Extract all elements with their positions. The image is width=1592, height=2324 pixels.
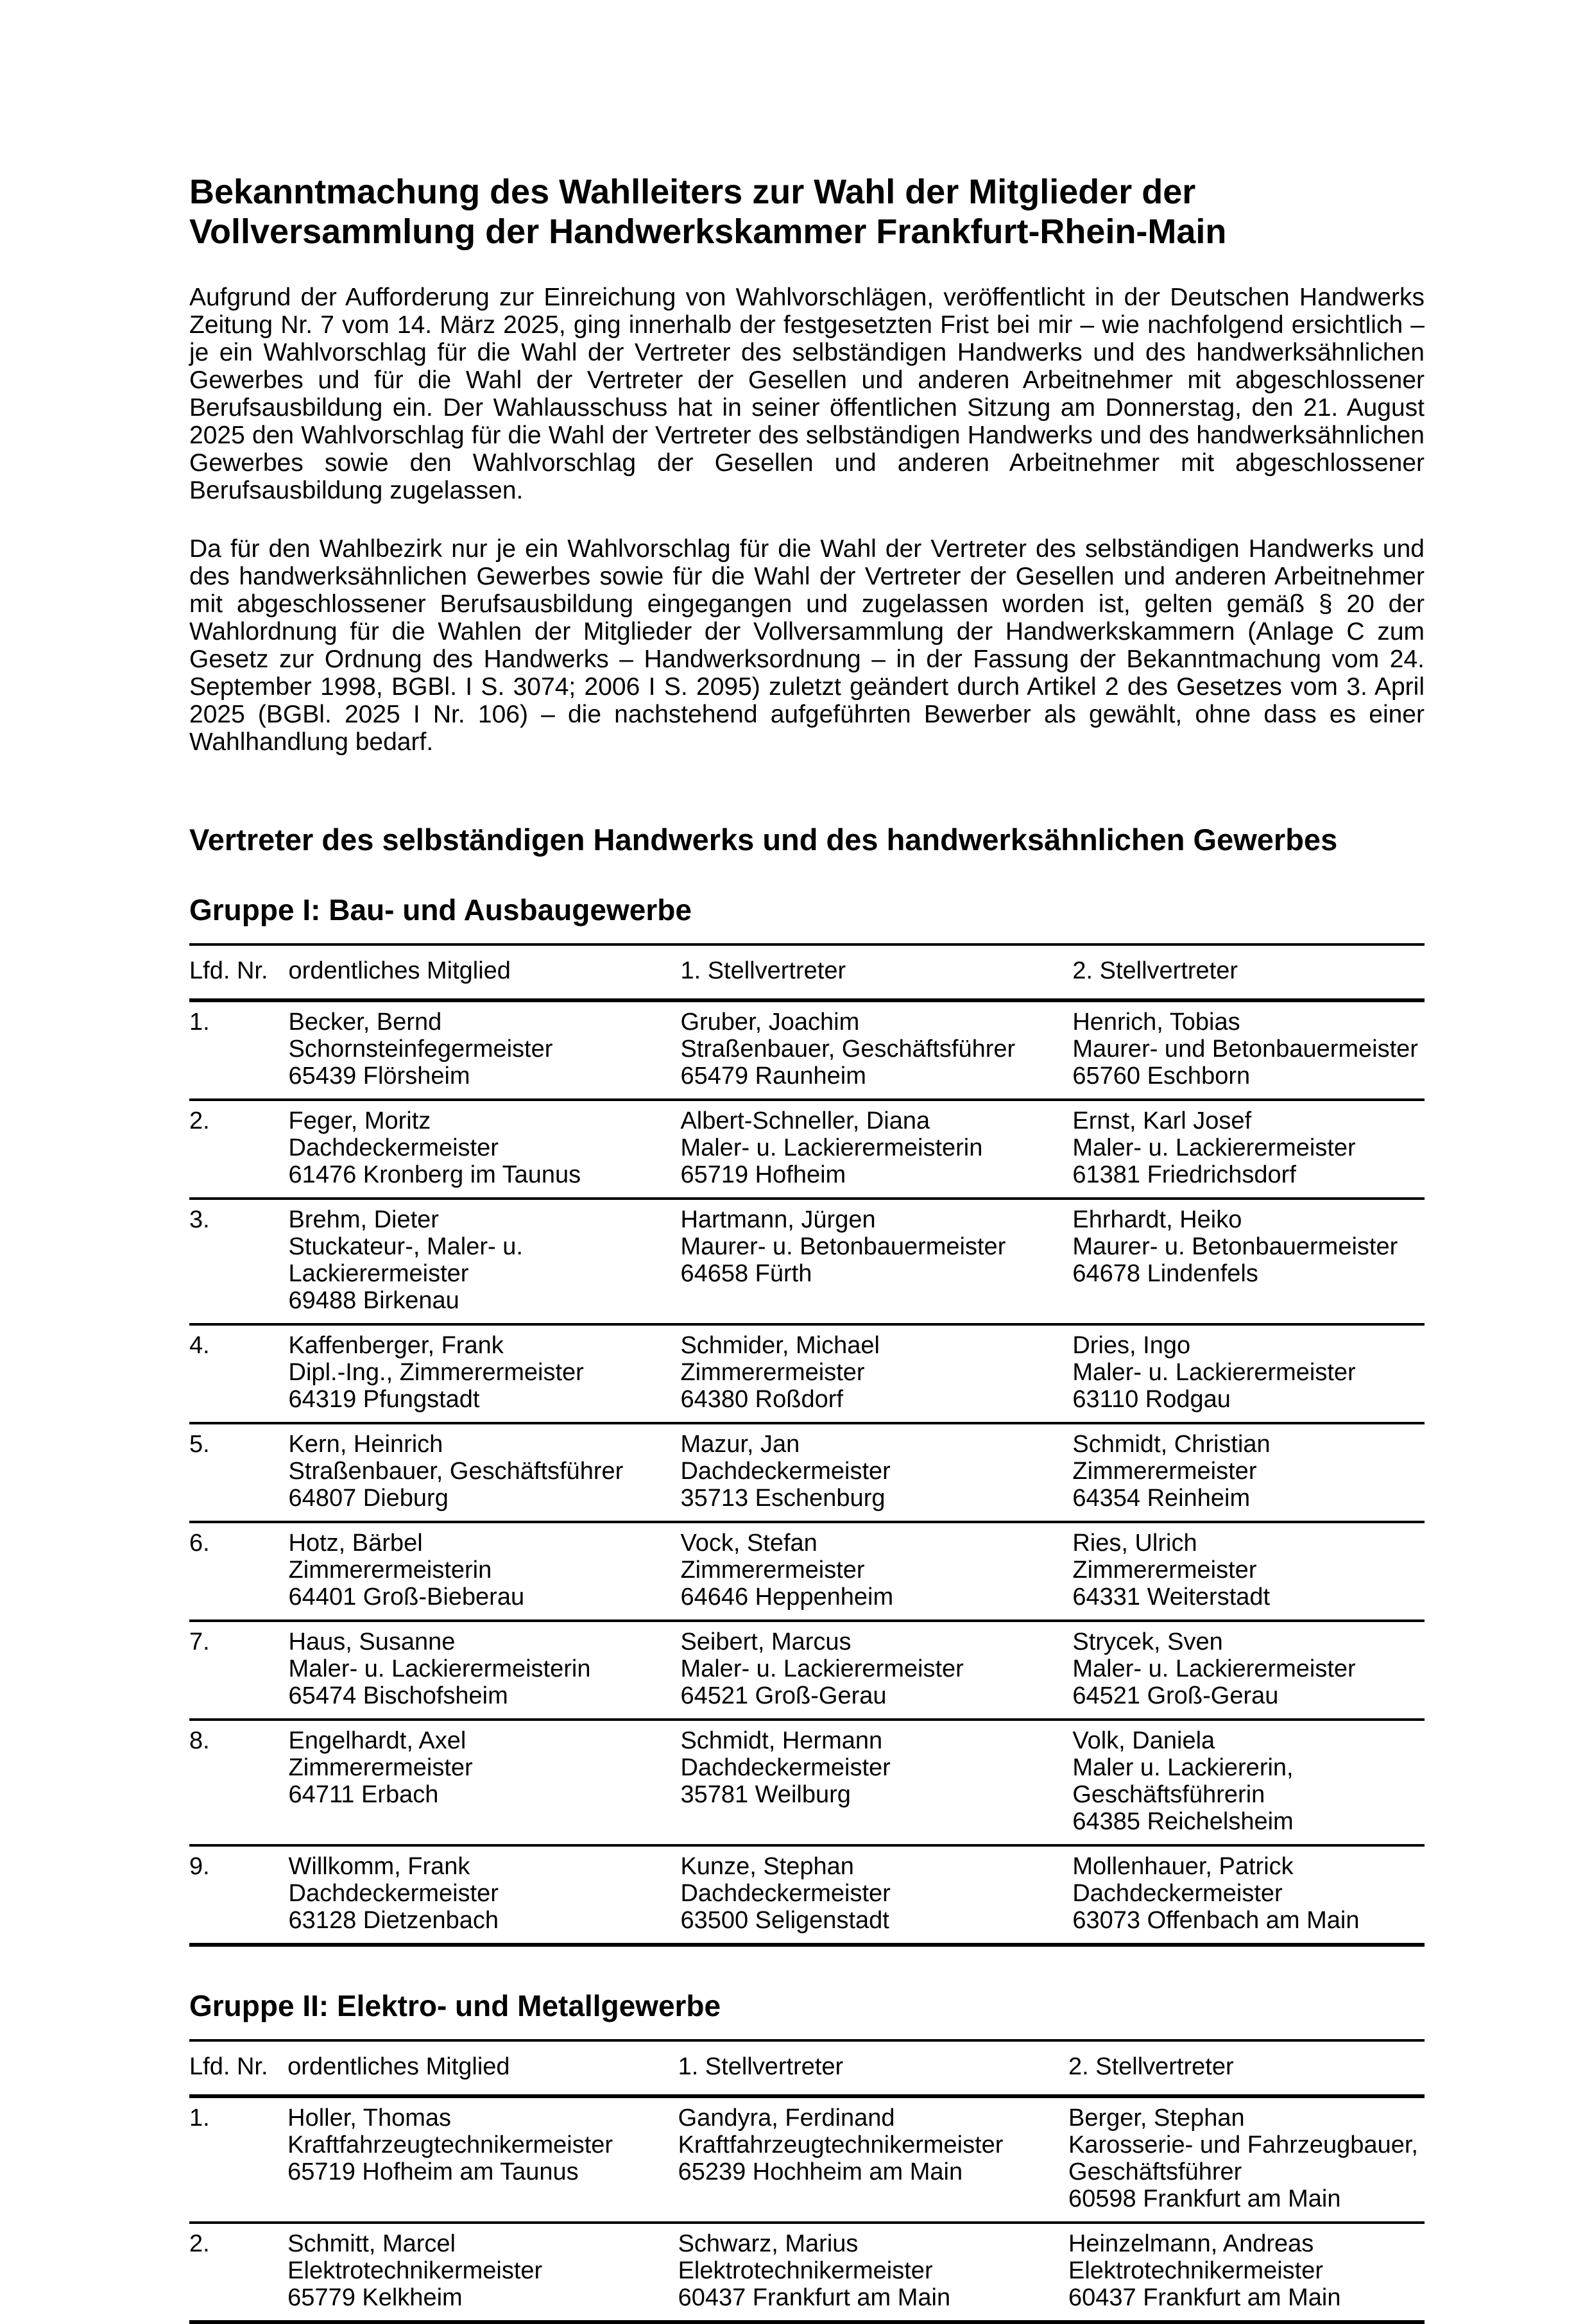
cell-line: Maler- u. Lackierermeister — [1072, 1655, 1356, 1682]
deputy2-cell — [1072, 1522, 1425, 1621]
deputy1-cell — [680, 1100, 1072, 1199]
table-header-row — [189, 944, 1425, 1000]
section-heading-representatives: Vertreter des selbständigen Handwerks und des handwerksähnlichen Gewerbes — [189, 823, 1338, 857]
deputy1-cell — [678, 2096, 1068, 2223]
cell-line: 35781 Weilburg — [680, 1781, 851, 1808]
table-row — [189, 1000, 1425, 1100]
cell-line: Dries, Ingo — [1072, 1332, 1191, 1359]
cell-line: 64711 Erbach — [288, 1781, 439, 1808]
cell-line: Mazur, Jan — [680, 1431, 800, 1458]
table-row — [189, 1522, 1425, 1621]
cell-line: Hotz, Bärbel — [288, 1530, 423, 1557]
deputy2-cell — [1068, 2223, 1425, 2322]
cell-line: 64354 Reinheim — [1072, 1485, 1251, 1512]
deputy2-cell — [1072, 1845, 1425, 1945]
cell-line: 65760 Eschborn — [1072, 1063, 1251, 1089]
member-cell — [289, 1324, 681, 1423]
document-title: Bekanntmachung des Wahlleiters zur Wahl der Mitglieder der Vollversammlung der Handwerkskammer Frankfurt-Rhein-Main — [189, 173, 1227, 251]
cell-line: Ehrhardt, Heiko — [1072, 1206, 1242, 1233]
cell-line: 64401 Groß-Bieberau — [288, 1584, 525, 1611]
cell-line: Becker, Bernd — [288, 1009, 442, 1036]
cell-line: Dachdeckermeister — [680, 1880, 891, 1907]
cell-line: Dachdeckermeister — [680, 1754, 891, 1781]
cell-line: Mollenhauer, Patrick — [1072, 1853, 1294, 1880]
cell-line: Kraftfahrzeugtechnikermeister — [287, 2132, 613, 2158]
cell-line: Schmidt, Christian — [1072, 1431, 1271, 1458]
lfd-nr-cell: 2. — [189, 1100, 289, 1199]
cell-line: Dachdeckermeister — [288, 1134, 499, 1161]
cell-line: 35713 Eschenburg — [680, 1485, 886, 1512]
cell-line: Schmider, Michael — [680, 1332, 880, 1359]
deputy1-cell — [680, 1423, 1072, 1522]
deputy2-cell — [1072, 1100, 1425, 1199]
cell-line: Seibert, Marcus — [680, 1628, 852, 1655]
cell-line: Willkomm, Frank — [288, 1853, 470, 1880]
cell-line: 63110 Rodgau — [1072, 1386, 1231, 1413]
cell-line: Gruber, Joachim — [680, 1009, 860, 1036]
lfd-nr-cell: 2. — [189, 2223, 287, 2322]
cell-line: Maurer- u. Betonbauermeister — [1072, 1233, 1398, 1260]
member-cell — [289, 1100, 681, 1199]
deputy1-cell — [678, 2223, 1068, 2322]
deputy1-cell — [680, 1199, 1072, 1324]
deputy2-cell — [1072, 1621, 1425, 1720]
cell-line: Dipl.-Ing., Zimmerermeister — [288, 1359, 584, 1386]
cell-line: Maler- u. Lackierermeister — [1072, 1134, 1356, 1161]
table-row — [189, 1324, 1425, 1423]
cell-line: Maler- u. Lackierermeister — [680, 1655, 964, 1682]
cell-line: Maurer- und Betonbauermeister — [1072, 1036, 1418, 1063]
cell-line: Kraftfahrzeugtechnikermeister — [678, 2132, 1004, 2158]
cell-line: 65439 Flörsheim — [288, 1063, 470, 1089]
lfd-nr-cell: 5. — [189, 1423, 289, 1522]
lfd-nr-cell: 7. — [189, 1621, 289, 1720]
member-cell — [287, 2223, 678, 2322]
table-row — [189, 1720, 1425, 1845]
table-row — [189, 1845, 1425, 1945]
cell-line: Maler- u. Lackierermeisterin — [680, 1134, 983, 1161]
deputy2-cell — [1072, 1423, 1425, 1522]
member-cell — [289, 1621, 681, 1720]
table-header-cell: Lfd. Nr. — [189, 944, 289, 1000]
deputy2-cell — [1072, 1000, 1425, 1100]
group-2-heading: Gruppe II: Elektro- und Metallgewerbe — [189, 1989, 721, 2022]
deputy2-cell — [1072, 1720, 1425, 1845]
table-row — [189, 1621, 1425, 1720]
cell-line: Elektrotechnikermeister — [1068, 2257, 1324, 2284]
cell-line: Heinzelmann, Andreas — [1068, 2230, 1314, 2257]
cell-line: Feger, Moritz — [288, 1107, 431, 1134]
cell-line: 61381 Friedrichsdorf — [1072, 1161, 1296, 1188]
lfd-nr-cell: 6. — [189, 1522, 289, 1621]
deputy2-cell — [1072, 1199, 1425, 1324]
cell-line: 64319 Pfungstadt — [288, 1386, 480, 1413]
cell-line: 64658 Fürth — [680, 1260, 812, 1287]
cell-line: Zimmerermeister — [680, 1359, 865, 1386]
cell-line: 61476 Kronberg im Taunus — [288, 1161, 581, 1188]
table-row — [189, 2096, 1425, 2223]
table-header-cell: ordentliches Mitglied — [287, 2040, 678, 2096]
deputy2-cell — [1068, 2096, 1425, 2223]
member-cell — [289, 1199, 681, 1324]
cell-line: Stuckateur-, Maler- u. — [288, 1233, 523, 1260]
cell-line: Schmitt, Marcel — [287, 2230, 456, 2257]
cell-line: 60437 Frankfurt am Main — [1068, 2284, 1341, 2311]
table-row — [189, 1423, 1425, 1522]
table-header-cell: Lfd. Nr. — [189, 2040, 287, 2096]
member-cell — [289, 1522, 681, 1621]
cell-line: Karosserie- und Fahrzeugbauer, — [1068, 2132, 1418, 2158]
lfd-nr-cell: 8. — [189, 1720, 289, 1845]
cell-line: 65779 Kelkheim — [287, 2284, 463, 2311]
cell-line: 64380 Roßdorf — [680, 1386, 843, 1413]
deputy1-cell — [680, 1324, 1072, 1423]
cell-line: Geschäftsführer — [1068, 2158, 1242, 2185]
cell-line: Gandyra, Ferdinand — [678, 2105, 895, 2132]
table-row — [189, 1100, 1425, 1199]
cell-line: 64385 Reichelsheim — [1072, 1808, 1294, 1835]
cell-line: Kern, Heinrich — [288, 1431, 443, 1458]
cell-line: Schornsteinfegermeister — [288, 1036, 553, 1063]
cell-line: Albert-Schneller, Diana — [680, 1107, 930, 1134]
cell-line: 60598 Frankfurt am Main — [1068, 2185, 1341, 2212]
lfd-nr-cell: 1. — [189, 1000, 289, 1100]
deputy1-cell — [680, 1000, 1072, 1100]
cell-line: Berger, Stephan — [1068, 2105, 1245, 2132]
cell-line: Straßenbauer, Geschäftsführer — [680, 1036, 1016, 1063]
member-cell — [289, 1423, 681, 1522]
cell-line: 69488 Birkenau — [288, 1287, 459, 1314]
cell-line: Maler- u. Lackierermeister — [1072, 1359, 1356, 1386]
lfd-nr-cell: 1. — [189, 2096, 287, 2223]
cell-line: Maurer- u. Betonbauermeister — [680, 1233, 1006, 1260]
cell-line: 65719 Hofheim — [680, 1161, 846, 1188]
deputy2-cell — [1072, 1324, 1425, 1423]
deputy1-cell — [680, 1720, 1072, 1845]
table-header-cell: 1. Stellvertreter — [680, 944, 1072, 1000]
lfd-nr-cell: 4. — [189, 1324, 289, 1423]
member-cell — [289, 1720, 681, 1845]
table-header-cell: 1. Stellvertreter — [678, 2040, 1068, 2096]
cell-line: Maler- u. Lackierermeisterin — [288, 1655, 591, 1682]
table-row — [189, 1199, 1425, 1324]
cell-line: 63128 Dietzenbach — [288, 1907, 499, 1934]
cell-line: Holler, Thomas — [287, 2105, 452, 2132]
cell-line: Volk, Daniela — [1072, 1727, 1215, 1754]
cell-line: 60437 Frankfurt am Main — [678, 2284, 951, 2311]
table-header-cell: 2. Stellvertreter — [1068, 2040, 1425, 2096]
cell-line: 65474 Bischofsheim — [288, 1682, 508, 1709]
cell-line: Straßenbauer, Geschäftsführer — [288, 1458, 624, 1485]
cell-line: Zimmerermeister — [288, 1754, 473, 1781]
cell-line: Kaffenberger, Frank — [288, 1332, 504, 1359]
member-cell — [289, 1845, 681, 1945]
cell-line: Engelhardt, Axel — [288, 1727, 466, 1754]
cell-line: Elektrotechnikermeister — [678, 2257, 933, 2284]
cell-line: 65239 Hochheim am Main — [678, 2158, 963, 2185]
cell-line: 65479 Raunheim — [680, 1063, 866, 1089]
cell-line: Dachdeckermeister — [1072, 1880, 1283, 1907]
cell-line: 65719 Hofheim am Taunus — [287, 2158, 579, 2185]
cell-line: Kunze, Stephan — [680, 1853, 854, 1880]
table-header-row — [189, 2040, 1425, 2096]
cell-line: 64646 Heppenheim — [680, 1584, 894, 1611]
cell-line: 63073 Offenbach am Main — [1072, 1907, 1360, 1934]
cell-line: Haus, Susanne — [288, 1628, 456, 1655]
lfd-nr-cell: 3. — [189, 1199, 289, 1324]
table-header-cell: 2. Stellvertreter — [1072, 944, 1425, 1000]
cell-line: Lackierermeister — [288, 1260, 469, 1287]
group-1-table — [189, 943, 1425, 1947]
cell-line: Elektrotechnikermeister — [287, 2257, 543, 2284]
cell-line: Ernst, Karl Josef — [1072, 1107, 1252, 1134]
cell-line: Hartmann, Jürgen — [680, 1206, 876, 1233]
cell-line: Dachdeckermeister — [680, 1458, 891, 1485]
cell-line: Schwarz, Marius — [678, 2230, 859, 2257]
cell-line: 64331 Weiterstadt — [1072, 1584, 1271, 1611]
table-header-cell: ordentliches Mitglied — [289, 944, 681, 1000]
cell-line: Schmidt, Hermann — [680, 1727, 883, 1754]
cell-line: Zimmerermeisterin — [288, 1557, 492, 1584]
cell-line: Zimmerermeister — [1072, 1458, 1257, 1485]
group-2-table — [189, 2039, 1425, 2324]
deputy1-cell — [680, 1845, 1072, 1945]
deputy1-cell — [680, 1522, 1072, 1621]
cell-line: 63500 Seligenstadt — [680, 1907, 889, 1934]
lfd-nr-cell: 9. — [189, 1845, 289, 1945]
table-row — [189, 2223, 1425, 2322]
cell-line: Vock, Stefan — [680, 1530, 817, 1557]
cell-line: Dachdeckermeister — [288, 1880, 499, 1907]
deputy1-cell — [680, 1621, 1072, 1720]
cell-line: Brehm, Dieter — [288, 1206, 439, 1233]
cell-line: 64521 Groß-Gerau — [1072, 1682, 1279, 1709]
cell-line: 64521 Groß-Gerau — [680, 1682, 887, 1709]
cell-line: Zimmerermeister — [1072, 1557, 1257, 1584]
cell-line: 64807 Dieburg — [288, 1485, 449, 1512]
paragraph-announcement: Aufgrund der Aufforderung zur Einreichung von Wahlvorschlägen, veröffentlicht in der Deutschen Handwerks Zeitung Nr. 7 vom 14. März 2025, ging innerhalb der festgesetzten Frist bei mir – wie nachfolgend ersichtlich – je ein Wahlvorschlag für die Wahl der Vertreter des selbständigen Handwerks und des handwerksähnlichen Gewerbes und für die Wahl der Vertreter der Gesellen und anderen Arbeitnehmer mit abgeschlossener Berufsausbildung ein. Der Wahlausschuss hat in seiner öffentlichen Sitzung am Donnerstag, den 21. August 2025 den Wahlvorschlag für die Wahl der Vertreter des selbständigen Handwerks und des handwerksähnlichen Gewerbes sowie den Wahlvorschlag der Gesellen und anderen Arbeitnehmer mit abgeschlossener Berufsausbildung zugelassen. — [189, 284, 1425, 504]
member-cell — [289, 1000, 681, 1100]
member-cell — [287, 2096, 678, 2223]
group-1-heading: Gruppe I: Bau- und Ausbaugewerbe — [189, 893, 692, 927]
paragraph-legal-basis: Da für den Wahlbezirk nur je ein Wahlvorschlag für die Wahl der Vertreter des selbständigen Handwerks und des handwerksähnlichen Gewerbes sowie für die Wahl der Vertreter der Gesellen und anderen Arbeitnehmer mit abgeschlossener Berufsausbildung eingegangen und zugelassen worden ist, gelten gemäß § 20 der Wahlordnung für die Wahlen der Mitglieder der Vollversammlung der Handwerkskammern (Anlage C zum Gesetz zur Ordnung des Handwerks – Handwerksordnung – in der Fassung der Bekanntmachung vom 24. September 1998, BGBl. I S. 3074; 2006 I S. 2095) zuletzt geändert durch Artikel 2 des Gesetzes vom 3. April 2025 (BGBl. 2025 I Nr. 106) – die nachstehend aufgeführten Bewerber als gewählt, ohne dass es einer Wahlhandlung bedarf. — [189, 535, 1425, 756]
cell-line: Henrich, Tobias — [1072, 1009, 1240, 1036]
cell-line: Ries, Ulrich — [1072, 1530, 1197, 1557]
cell-line: Zimmerermeister — [680, 1557, 865, 1584]
cell-line: Geschäftsführerin — [1072, 1781, 1265, 1808]
cell-line: Maler u. Lackiererin, — [1072, 1754, 1294, 1781]
cell-line: 64678 Lindenfels — [1072, 1260, 1258, 1287]
cell-line: Strycek, Sven — [1072, 1628, 1223, 1655]
